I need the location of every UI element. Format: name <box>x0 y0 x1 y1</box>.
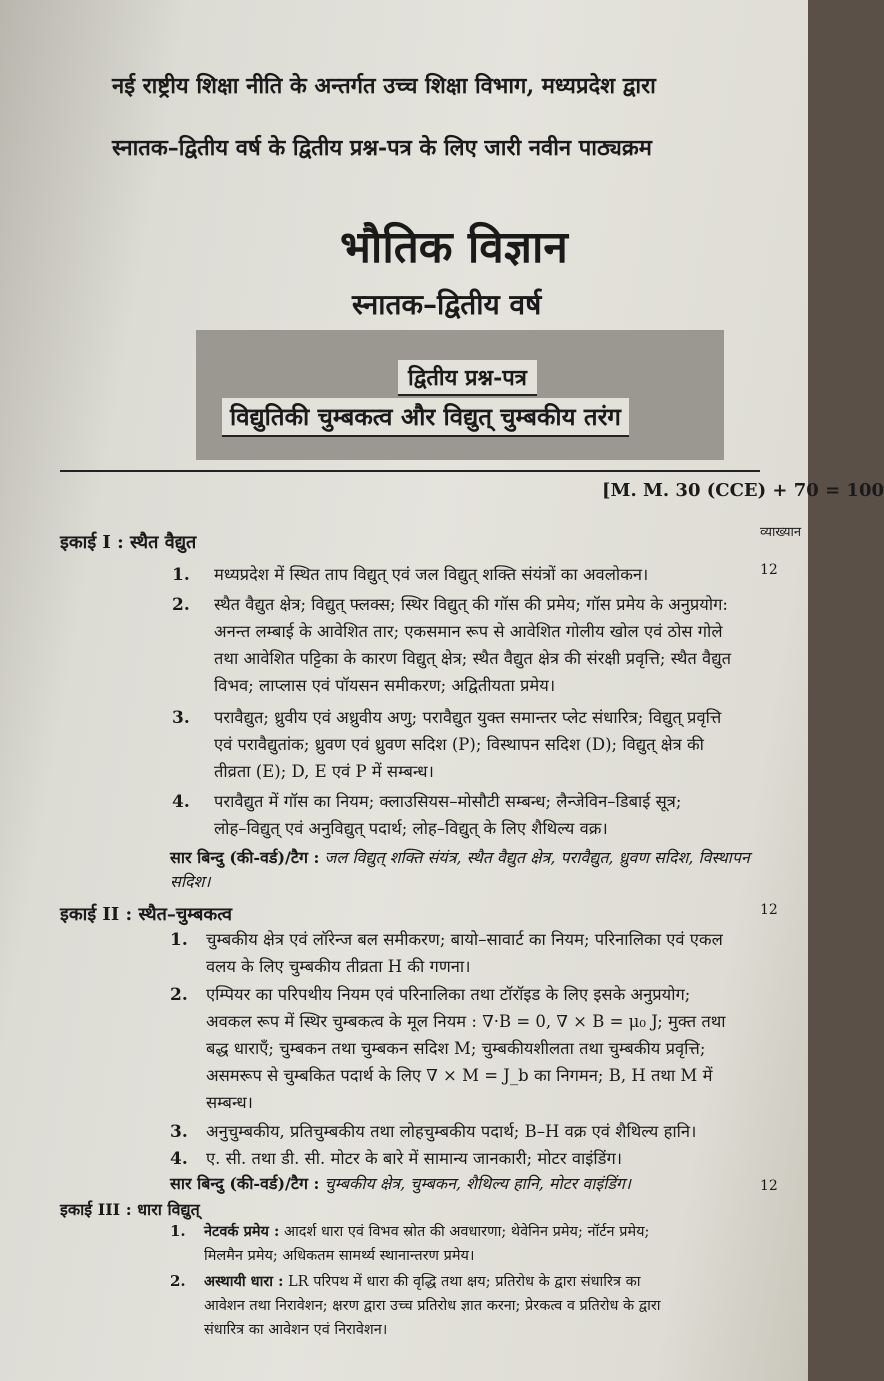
unit-1-item-1-number: 1. <box>172 565 190 585</box>
unit-1-keywords-text: जल विद्युत् शक्ति संयंत्र, स्थैत वैद्युत क्षेत्र, परावैद्युत, ध्रुवण सदिश, विस्थापन सदिश। <box>170 848 750 891</box>
unit-3-item-1-number: 1. <box>170 1222 186 1240</box>
unit-2-item-1-line-1: चुम्बकीय क्षेत्र एवं लॉरेन्ज बल समीकरण; बायो–सावार्ट का नियम; परिनालिका एवं एकल <box>206 930 723 949</box>
unit-1-keywords <box>170 846 790 894</box>
unit-3-item-2-line-1 <box>204 1270 794 1294</box>
unit-2-item-2-line-5: सम्बन्ध। <box>206 1093 253 1112</box>
unit-2-heading: इकाई II : स्थैत–चुम्बकत्व <box>60 904 233 925</box>
unit-3-marks: 12 <box>760 1178 778 1194</box>
header-line-2: स्नातक–द्वितीय वर्ष के द्वितीय प्रश्न-पत्र के लिए जारी नवीन पाठ्यक्रम <box>112 135 652 161</box>
unit-2-item-1-number: 1. <box>170 930 188 950</box>
unit-2-item-2-line-2: अवकल रूप में स्थिर चुम्बकत्व के मूल नियम : ∇·B = 0, ∇ × B = μ₀ J; मुक्त तथा <box>206 1012 726 1031</box>
max-marks: [M. M. 30 (CCE) + 70 = 100 <box>602 480 884 501</box>
unit-1-item-2-number: 2. <box>172 595 190 615</box>
unit-1-item-3-line-1: परावैद्युत; ध्रुवीय एवं अध्रुवीय अणु; परावैद्युत युक्त समान्तर प्लेट संधारित्र; विद्युत् प्रवृत्ति <box>214 708 722 727</box>
unit-3-item-1-line-1-text: आदर्श धारा एवं विभव स्रोत की अवधारणा; थेवेनिन प्रमेय; नॉर्टन प्रमेय; <box>283 1224 650 1240</box>
unit-1-item-4-line-2: लोह–विद्युत् एवं अनुविद्युत् पदार्थ; लोह–विद्युत् के लिए शैथिल्य वक्र। <box>214 819 608 838</box>
unit-1-marks: 12 <box>760 562 778 578</box>
unit-2-keywords-label: सार बिन्दु (की-वर्ड)/टैग : <box>170 1174 320 1193</box>
unit-3-item-1-line-2: मिलमैन प्रमेय; अधिकतम सामर्थ्य स्थानान्तरण प्रमेय। <box>204 1248 475 1264</box>
unit-2-item-4-line-1: ए. सी. तथा डी. सी. मोटर के बारे में सामान्य जानकारी; मोटर वाइंडिंग। <box>206 1149 623 1168</box>
paper-subject: विद्युतिकी चुम्बकत्व और विद्युत् चुम्बकीय तरंग <box>222 398 629 437</box>
page-subtitle: स्नातक–द्वितीय वर्ष <box>352 288 542 321</box>
unit-1-item-1-line-1: मध्यप्रदेश में स्थित ताप विद्युत् एवं जल विद्युत् शक्ति संयंत्रों का अवलोकन। <box>214 565 649 584</box>
divider <box>60 470 760 472</box>
unit-2-item-2-line-1: एम्पियर का परिपथीय नियम एवं परिनालिका तथा टॉरॉइड के लिए इसके अनुप्रयोग; <box>206 985 691 1004</box>
unit-2-item-2-number: 2. <box>170 985 188 1005</box>
unit-1-item-2-line-4: विभव; लाप्लास एवं पॉयसन समीकरण; अद्वितीयता प्रमेय। <box>214 676 556 695</box>
paper-label: द्वितीय प्रश्न-पत्र <box>398 360 537 396</box>
unit-2-item-1-line-2: वलय के लिए चुम्बकीय तीव्रता H की गणना। <box>206 957 471 976</box>
unit-3-item-2-line-2: आवेशन तथा निरावेशन; क्षरण द्वारा उच्च प्रतिरोध ज्ञात करना; प्रेरकत्व व प्रतिरोध के द्वारा <box>204 1298 661 1314</box>
unit-1-item-3-line-3: तीव्रता (E); D, E एवं P में सम्बन्ध। <box>214 762 434 781</box>
unit-3-item-1-lead: नेटवर्क प्रमेय : <box>204 1223 280 1240</box>
unit-1-item-4-number: 4. <box>172 792 190 812</box>
unit-1-item-3-number: 3. <box>172 708 190 728</box>
lectures-label: व्याख्यान <box>760 525 802 540</box>
unit-2-keywords-text: चुम्बकीय क्षेत्र, चुम्बकन, शैथिल्य हानि, मोटर वाइंडिंग। <box>324 1174 631 1193</box>
unit-2-item-3-line-1: अनुचुम्बकीय, प्रतिचुम्बकीय तथा लोहचुम्बकीय पदार्थ; B–H वक्र एवं शैथिल्य हानि। <box>206 1122 697 1141</box>
unit-2-keywords <box>170 1172 790 1196</box>
unit-3-item-2-line-1-text: LR परिपथ में धारा की वृद्धि तथा क्षय; प्रतिरोध के द्वारा संधारित्र का <box>288 1274 641 1290</box>
unit-2-item-3-number: 3. <box>170 1122 188 1142</box>
unit-3-item-2-line-3: संधारित्र का आवेशन एवं निरावेशन। <box>204 1322 388 1338</box>
unit-1-item-4-line-1: परावैद्युत में गॉस का नियम; क्लाउसियस–मोसौटी सम्बन्ध; लैन्जेविन–डिबाई सूत्र; <box>214 792 682 811</box>
unit-1-item-3-line-2: एवं परावैद्युतांक; ध्रुवण एवं ध्रुवण सदिश (P); विस्थापन सदिश (D); विद्युत् क्षेत्र की <box>214 735 704 754</box>
unit-3-item-1-line-1 <box>204 1220 794 1244</box>
unit-2-item-4-number: 4. <box>170 1149 188 1169</box>
unit-3-heading: इकाई III : धारा विद्युत् <box>60 1200 200 1219</box>
unit-2-marks: 12 <box>760 902 778 918</box>
unit-1-keywords-label: सार बिन्दु (की-वर्ड)/टैग : <box>170 848 320 867</box>
unit-1-item-2-line-2: अनन्त लम्बाई के आवेशित तार; एकसमान रूप से आवेशित गोलीय खोल एवं ठोस गोले <box>214 622 723 641</box>
unit-2-item-2-line-4: असमरूप से चुम्बकित पदार्थ के लिए ∇ × M = J_b का निगमन; B, H तथा M में <box>206 1066 713 1085</box>
unit-1-heading: इकाई I : स्थैत वैद्युत <box>60 532 197 553</box>
unit-3-item-2-lead: अस्थायी धारा : <box>204 1273 284 1290</box>
unit-1-item-2-line-1: स्थैत वैद्युत क्षेत्र; विद्युत् फ्लक्स; स्थिर विद्युत् की गॉस की प्रमेय; गॉस प्रमेय के अनुप्रयोग: <box>214 595 728 614</box>
unit-2-item-2-line-3: बद्ध धाराएँ; चुम्बकन तथा चुम्बकन सदिश M; चुम्बकीयशीलता तथा चुम्बकीय प्रवृत्ति; <box>206 1039 706 1058</box>
page-title: भौतिक विज्ञान <box>340 222 568 273</box>
header-line-1: नई राष्ट्रीय शिक्षा नीति के अन्तर्गत उच्च शिक्षा विभाग, मध्यप्रदेश द्वारा <box>112 73 656 99</box>
unit-1-item-2-line-3: तथा आवेशित पट्टिका के कारण विद्युत् क्षेत्र; स्थैत वैद्युत क्षेत्र की संरक्षी प्रवृत्ति; स्थैत वैद्युत <box>214 649 731 668</box>
unit-3-item-2-number: 2. <box>170 1272 186 1290</box>
